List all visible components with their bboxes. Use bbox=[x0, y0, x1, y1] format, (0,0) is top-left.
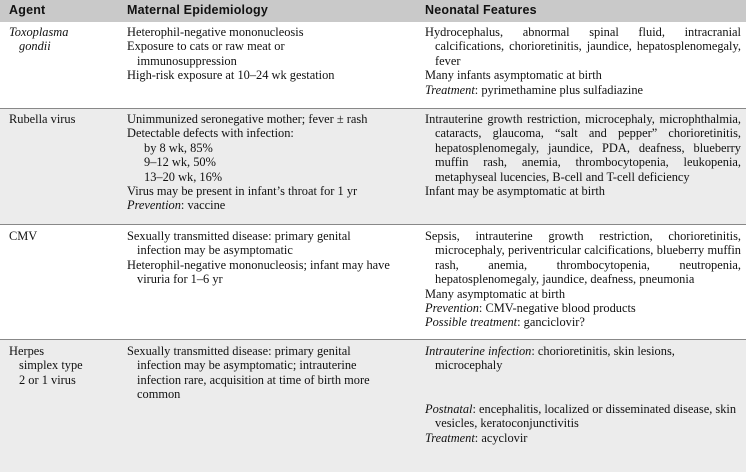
maternal-line: Sexually transmitted disease: primary genital infection may be asymptomatic; intrauterine infection rare, acquisition at time of birth more common bbox=[127, 344, 370, 402]
treatment-text: : ganciclovir? bbox=[517, 315, 585, 330]
neonatal-treatment bbox=[425, 83, 741, 97]
maternal-cell bbox=[127, 344, 391, 402]
agent-name: Rubella virus bbox=[9, 112, 76, 126]
neonatal-note: Many infants asymptomatic at birth bbox=[425, 68, 602, 83]
agent-name-line: gondii bbox=[19, 39, 51, 54]
maternal-line: Virus may be present in infant’s throat for 1 yr bbox=[127, 184, 358, 199]
agent-name: CMV bbox=[9, 229, 38, 243]
maternal-line: Detectable defects with infection: bbox=[127, 126, 294, 141]
agent-cell bbox=[9, 112, 117, 126]
prevention-label: Prevention bbox=[425, 301, 479, 316]
treatment-label: Treatment bbox=[425, 82, 475, 97]
table-header bbox=[0, 0, 746, 22]
treatment-label: Possible treatment bbox=[425, 315, 518, 330]
maternal-line: Sexually transmitted disease: primary genital infection may be asymptomatic bbox=[127, 229, 351, 258]
neonatal-note: Infant may be asymptomatic at birth bbox=[425, 184, 605, 199]
table-row-toxoplasma bbox=[0, 22, 746, 109]
prevention-text: : CMV-negative blood products bbox=[478, 301, 636, 316]
table-row-herpes bbox=[0, 340, 746, 472]
neonatal-cell bbox=[425, 112, 741, 198]
maternal-prevention bbox=[127, 198, 391, 212]
maternal-line: High-risk exposure at 10–24 wk gestation bbox=[127, 68, 335, 83]
agent-cell bbox=[9, 25, 117, 54]
neonatal-cell bbox=[425, 344, 741, 445]
prevention-text: : vaccine bbox=[180, 198, 226, 213]
neonatal-treatment bbox=[425, 431, 741, 445]
agent-name-line: simplex type bbox=[19, 358, 83, 373]
neonatal-treatment bbox=[425, 315, 741, 329]
agent-cell bbox=[9, 229, 117, 243]
neonatal-cell bbox=[425, 229, 741, 330]
agent-name-line: 2 or 1 virus bbox=[19, 372, 76, 387]
maternal-line: Heterophil-negative mononucleosis bbox=[127, 25, 304, 39]
intrauterine-text: : chorioretinitis, skin lesions, microcephaly bbox=[435, 344, 675, 373]
maternal-cell bbox=[127, 25, 391, 83]
table-row-cmv bbox=[0, 225, 746, 339]
maternal-line: Heterophil-negative mononucleosis; infant may have viruria for 1–6 yr bbox=[127, 257, 390, 287]
neonatal-postnatal bbox=[425, 402, 741, 431]
treatment-text: : pyrimethamine plus sulfadiazine bbox=[474, 82, 644, 97]
maternal-line: 13–20 wk, 16% bbox=[144, 169, 223, 184]
neonatal-prevention bbox=[425, 301, 741, 315]
treatment-label: Treatment bbox=[425, 430, 475, 445]
postnatal-text: : encephalitis, localized or disseminated disease, skin vesicles, keratoconjunctivitis bbox=[435, 401, 737, 431]
maternal-cell bbox=[127, 112, 391, 213]
header-neonatal: Neonatal Features bbox=[425, 3, 537, 17]
agent-cell bbox=[9, 344, 117, 387]
postnatal-label: Postnatal bbox=[425, 401, 473, 416]
neonatal-features: Hydrocephalus, abnormal spinal fluid, intracranial calcifications, chorioretinitis, jaundice, hepatosplenomegaly, fever bbox=[425, 25, 741, 68]
prevention-label: Prevention bbox=[127, 198, 181, 213]
maternal-line: by 8 wk, 85% bbox=[144, 140, 213, 155]
maternal-line: 9–12 wk, 50% bbox=[144, 155, 216, 170]
header-agent: Agent bbox=[9, 3, 46, 17]
maternal-cell bbox=[127, 229, 391, 287]
agent-name-line: Toxoplasma bbox=[9, 25, 69, 39]
neonatal-features: Intrauterine growth restriction, microcephaly, microphthalmia, cataracts, glaucoma, “salt and pepper” chorioretinitis, hepatosplenomegaly, jaundice, PDA, deafness, blueberry muffin rash, anemia, thrombocytopenia, leukopenia, metaphyseal lucencies, B-cell and T-cell deficiency bbox=[425, 112, 741, 184]
treatment-text: : acyclovir bbox=[474, 430, 528, 445]
header-maternal: Maternal Epidemiology bbox=[127, 3, 269, 17]
maternal-line: Unimmunized seronegative mother; fever ± rash bbox=[127, 112, 368, 126]
table-row-rubella bbox=[0, 109, 746, 224]
neonatal-note: Many asymptomatic at birth bbox=[425, 286, 566, 301]
maternal-line: Exposure to cats or raw meat or bbox=[127, 39, 285, 54]
neonatal-intrauterine bbox=[425, 344, 741, 373]
neonatal-cell bbox=[425, 25, 741, 97]
neonatal-features: Sepsis, intrauterine growth restriction, chorioretinitis, microcephaly, periventricular calcifications, blueberry muffin rash, anemia, thrombocytopenia, neutropenia, hepatosplenomegaly, jaundice, deafness, pneumonia bbox=[425, 229, 741, 287]
intrauterine-label: Intrauterine infection bbox=[425, 344, 532, 358]
maternal-line: immunosuppression bbox=[137, 53, 237, 68]
agent-name-line: Herpes bbox=[9, 344, 45, 358]
